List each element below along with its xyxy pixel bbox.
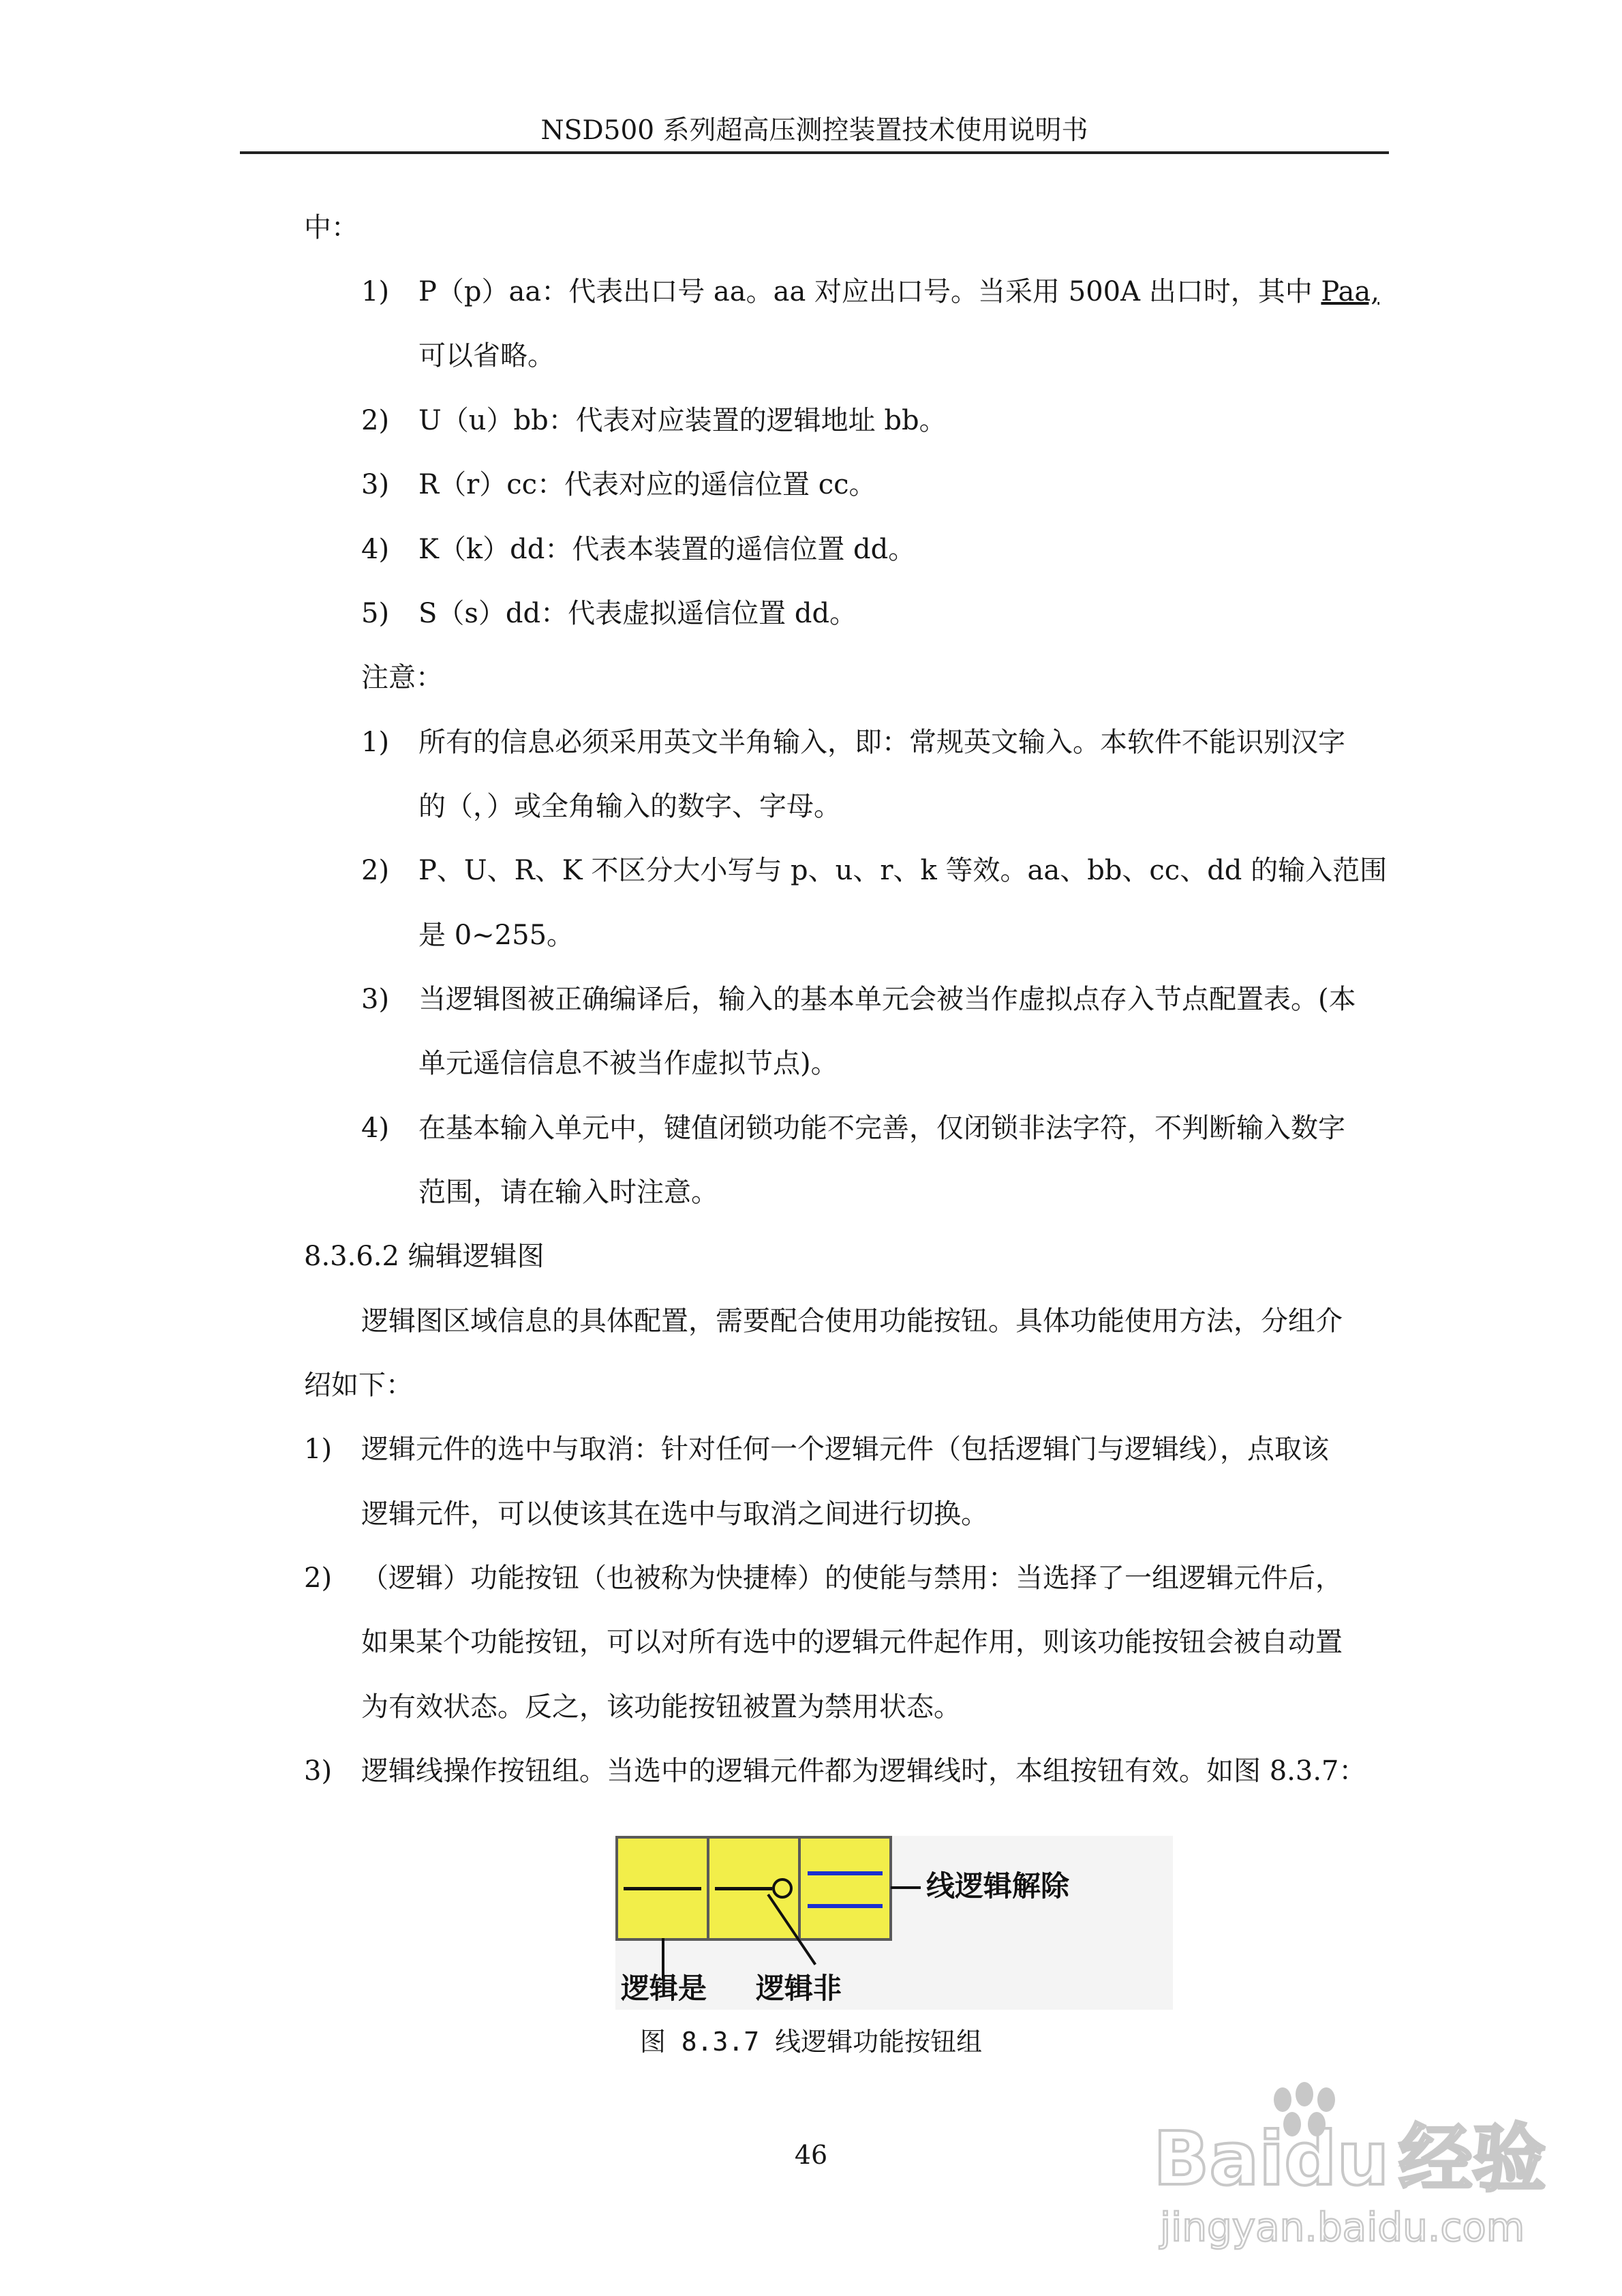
list-item-continuation: 是 0~255。	[418, 920, 575, 951]
list-item: （逻辑）功能按钮（也被称为快捷棒）的使能与禁用：当选择了一组逻辑元件后，	[361, 1562, 1343, 1594]
list-item: 所有的信息必须采用英文半角输入，即：常规英文输入。本软件不能识别汉字	[418, 727, 1345, 758]
list-item: K（k）dd：代表本装置的遥信位置 dd。	[418, 534, 916, 565]
intro-text: 中：	[304, 212, 358, 243]
list-item: S（s）dd：代表虚拟遥信位置 dd。	[418, 598, 857, 629]
list-number: 5)	[361, 598, 390, 629]
list-item-continuation: 可以省略。	[418, 340, 555, 372]
header-rule	[240, 151, 1389, 154]
list-number: 3)	[361, 984, 390, 1015]
running-header: NSD500 系列超高压测控装置技术使用说明书	[540, 115, 1088, 146]
solid-line-icon	[624, 1887, 701, 1890]
list-item: 逻辑线操作按钮组。当选中的逻辑元件都为逻辑线时，本组按钮有效。如图 8.3.7：	[361, 1755, 1366, 1787]
negation-circle-icon	[772, 1878, 793, 1899]
list-item-continuation: 范围，请在输入时注意。	[418, 1177, 718, 1208]
list-item-continuation: 单元遥信信息不被当作虚拟节点)。	[418, 1048, 838, 1079]
section-intro: 逻辑图区域信息的具体配置，需要配合使用功能按钮。具体功能使用方法，分组介	[361, 1305, 1343, 1337]
list-number: 3)	[361, 469, 390, 500]
list-number: 1)	[361, 727, 390, 758]
list-item: U（u）bb：代表对应装置的逻辑地址 bb。	[418, 405, 947, 436]
list-number: 2)	[361, 855, 390, 886]
notes-title: 注意：	[361, 662, 443, 693]
logic-yes-button	[615, 1836, 709, 1941]
list-number: 1)	[304, 1434, 333, 1465]
list-item: P（p）aa：代表出口号 aa。aa 对应出口号。当采用 500A 出口时，其中 Paa,	[418, 276, 1379, 307]
section-heading: 8.3.6.2 编辑逻辑图	[304, 1241, 545, 1272]
logic-button-group-figure	[615, 1836, 1173, 2010]
watermark-url: jingyan.baidu.com	[1160, 2204, 1525, 2250]
watermark-logo: Baidu 经验	[1153, 2117, 1546, 2202]
list-number: 4)	[361, 534, 390, 565]
figure-caption: 图 8.3.7 线逻辑功能按钮组	[639, 2027, 983, 2057]
negation-line-icon	[715, 1887, 772, 1890]
label-logic-yes: 逻辑是	[621, 1972, 707, 2005]
list-number: 4)	[361, 1113, 390, 1144]
section-intro-continuation: 绍如下：	[304, 1370, 413, 1401]
baidu-watermark	[1153, 2079, 1546, 2250]
line-remove-button	[798, 1836, 892, 1941]
list-item-continuation: 逻辑元件，可以使该其在选中与取消之间进行切换。	[361, 1498, 988, 1530]
underlined-term: Paa,	[1321, 276, 1379, 307]
list-item: 逻辑元件的选中与取消：针对任何一个逻辑元件（包括逻辑门与逻辑线），点取该	[361, 1434, 1329, 1465]
list-number: 2)	[304, 1562, 333, 1594]
list-number: 3)	[304, 1755, 333, 1787]
blue-line-top-icon	[808, 1871, 883, 1875]
list-number: 1)	[361, 276, 390, 307]
list-item: R（r）cc：代表对应的遥信位置 cc。	[418, 469, 876, 500]
callout-line-remove	[891, 1886, 921, 1889]
list-item-continuation: 的（，）或全角输入的数字、字母。	[418, 791, 841, 822]
label-line-remove: 线逻辑解除	[926, 1869, 1070, 1903]
blue-line-bottom-icon	[808, 1904, 883, 1908]
list-item: 在基本输入单元中，键值闭锁功能不完善，仅闭锁非法字符，不判断输入数字	[418, 1113, 1345, 1144]
list-item: 当逻辑图被正确编译后，输入的基本单元会被当作虚拟点存入节点配置表。(本	[418, 984, 1356, 1015]
list-item-continuation: 为有效状态。反之，该功能按钮被置为禁用状态。	[361, 1691, 961, 1723]
page-number: 46	[794, 2140, 828, 2170]
list-number: 2)	[361, 405, 390, 436]
label-logic-not: 逻辑非	[756, 1972, 842, 2005]
list-item-continuation: 如果某个功能按钮，可以对所有选中的逻辑元件起作用，则该功能按钮会被自动置	[361, 1627, 1343, 1658]
list-item: P、U、R、K 不区分大小写与 p、u、r、k 等效。aa、bb、cc、dd 的输入范围	[418, 855, 1388, 886]
